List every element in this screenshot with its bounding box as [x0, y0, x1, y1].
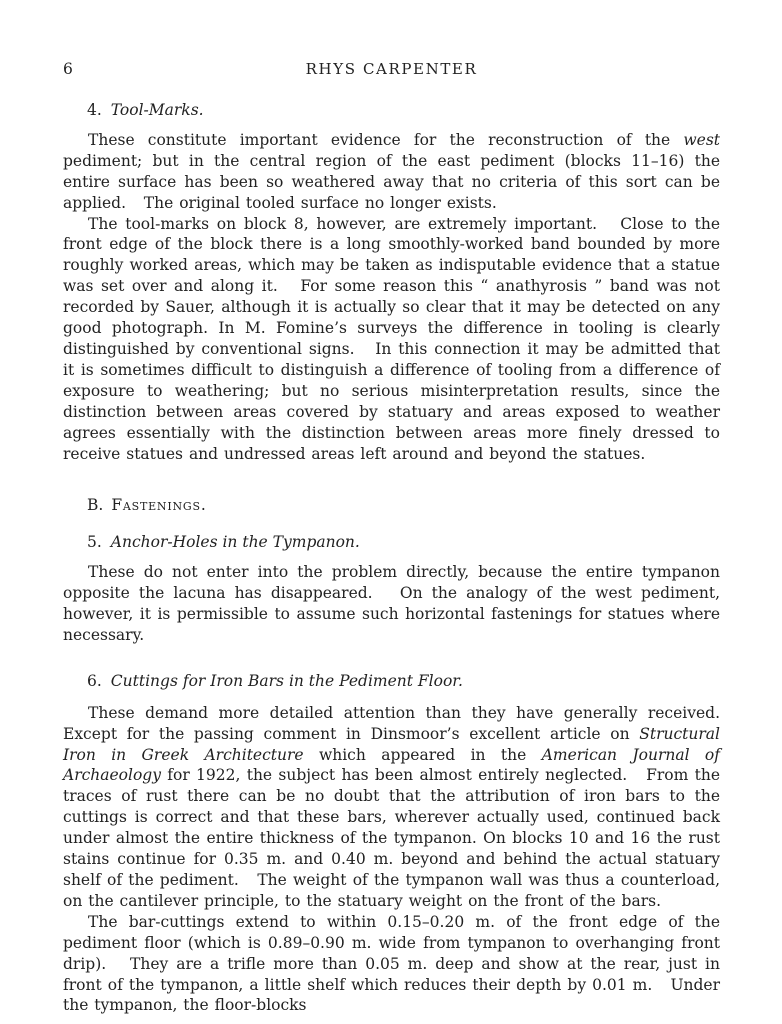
section-4-paragraph-2: The tool-marks on block 8, however, are extremely important. Close to the front edge of the block there is a long smoothly-worked band bounded by more roughly worked areas, which may be taken as indisputable evidence that a statue was set over and along it. For some reason this “ anathyrosis ” band was not recorded by Sauer, although it is actually so clear that it may be detected on any good photograph. In M. Fomine’s surveys the difference in tooling is clearly distinguished by conventional signs. In this connection it may be admitted that it is sometimes difficult to distinguish a difference of tooling from a difference of exposure to weathering; but no serious misinterpretation results, since the distinction between areas covered by statuary and areas exposed to weather agrees essentially with the distinction between areas more finely dressed to receive statues and undressed areas left around and beyond the statues. [63, 214, 726, 463]
section-5-heading [63, 532, 720, 553]
running-header: RHYS CARPENTER [305, 60, 478, 78]
section-4-title: Tool-Marks. [110, 101, 204, 119]
section-b-heading [63, 495, 720, 516]
section-4-paragraph-1: These constitute important evidence for the reconstruction of the west pediment; but in the central region of the east pediment (blocks 11–16) the entire surface has been so weathered away that no criteria of this sort can be applied. The original tooled surface no longer exists. [63, 130, 726, 212]
section-6-heading [63, 671, 720, 692]
section-6-paragraph-2: The bar-cuttings extend to within 0.15–0.20 m. of the front edge of the pediment floor (which is 0.89–0.90 m. wide from tympanon to overhanging front drip). They are a trifle more than 0.05 m. deep and show at the rear, just in front of the tympanon, a little shelf which reduces their depth by 0.01 m. Under the tympanon, the floor-blocks [63, 912, 726, 1015]
section-b-title: Fastenings. [111, 496, 207, 515]
section-5-paragraph-1: These do not enter into the problem directly, because the entire tympanon opposite the lacuna has disappeared. On the analogy of the west pediment, however, it is permissible to assume such horizontal fastenings for statues where necessary. [63, 563, 726, 644]
page-number: 6 [63, 60, 73, 78]
section-4-number: 4. [87, 101, 102, 119]
section-5-title: Anchor-Holes in the Tympanon. [110, 533, 360, 552]
section-4-heading [63, 100, 720, 121]
section-5-number: 5. [87, 533, 102, 552]
section-6-title: Cuttings for Iron Bars in the Pediment Floor. [110, 671, 463, 690]
page-header [63, 60, 720, 79]
section-b-letter: B. [87, 496, 104, 515]
section-6-number: 6. [87, 671, 102, 690]
section-6-paragraph-1: These demand more detailed attention than they have generally received. Except for the passing comment in Dinsmoor’s excellent article on Structural Iron in Greek Architecture which appeared in the American Journal of Archaeology for 1922, the subject has been almost entirely neglected. From the traces of rust there can be no doubt that the attribution of iron bars to the cuttings is correct and that these bars, wherever actually used, continued back under almost the entire thickness of the tympanon. On blocks 10 and 16 the rust stains continue for 0.35 m. and 0.40 m. beyond and behind the actual statuary shelf of the pediment. The weight of the tympanon wall was thus a counterload, on the cantilever principle, to the statuary weight on the front of the bars. [63, 703, 738, 910]
